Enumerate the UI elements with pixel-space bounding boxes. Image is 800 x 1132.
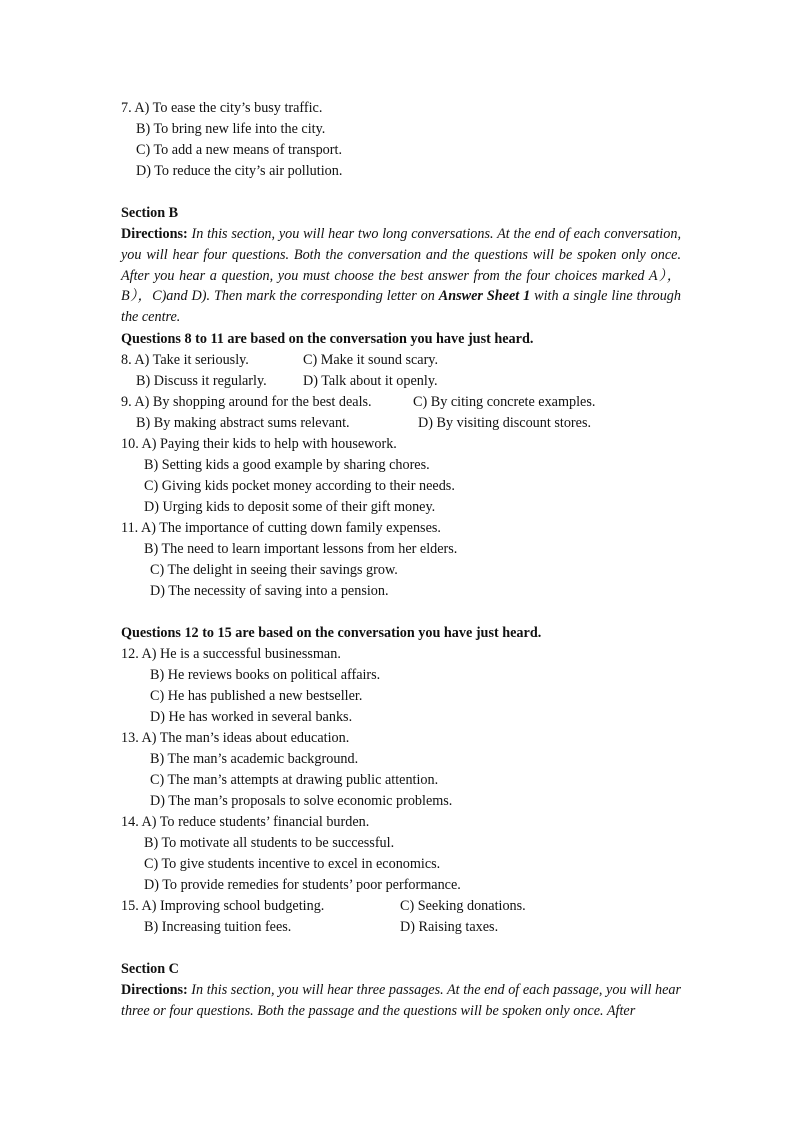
q8-option-b: B) Discuss it regularly. [136,373,267,389]
questions-8-11-heading: Questions 8 to 11 are based on the conversation you have just heard. [121,331,534,347]
q11-option-c: C) The delight in seeing their savings grow. [150,562,398,578]
q8-option-a: 8. A) Take it seriously. [121,352,249,368]
q10-option-d: D) Urging kids to deposit some of their gift money. [144,499,436,515]
q10-option-a: 10. A) Paying their kids to help with housework. [121,436,397,452]
q7-option-c: C) To add a new means of transport. [136,142,342,158]
section-c-directions-label: Directions: [121,982,188,998]
section-c-directions-text: In this section, you will hear three passages. At the end of each passage, you will hear three or four questions. Both the passage and the questions will be spoken only once. After [121,982,681,1019]
q7-option-b: B) To bring new life into the city. [136,121,326,137]
q9-option-b: B) By making abstract sums relevant. [136,415,350,431]
questions-12-15-heading: Questions 12 to 15 are based on the conversation you have just heard. [121,625,542,641]
q10-option-b: B) Setting kids a good example by sharing chores. [144,457,430,473]
q11-option-b: B) The need to learn important lessons from her elders. [144,541,458,557]
section-b-directions-text: In this section, you will hear two long conversations. At the end of each conversation, you will hear four questions. Both the conversation and the questions will be spoken only once. After you hear a question, you must choose the best answer from the four choices marked A），B），C)and D). Then mark the corresponding letter on [121,226,681,305]
section-c-title: Section C [121,961,179,977]
q9-option-c: C) By citing concrete examples. [413,394,596,410]
q8-option-d: D) Talk about it openly. [303,373,438,389]
q15-option-a: 15. A) Improving school budgeting. [121,898,325,914]
q15-option-c: C) Seeking donations. [400,898,526,914]
q9-option-d: D) By visiting discount stores. [418,415,592,431]
section-b-title: Section B [121,205,179,221]
q13-option-a: 13. A) The man’s ideas about education. [121,730,350,746]
q15-option-d: D) Raising taxes. [400,919,499,935]
section-b-directions-text-end: with a single line through the centre. [121,288,681,326]
q15-option-b: B) Increasing tuition fees. [144,919,292,935]
section-b-directions-label: Directions: [121,226,188,242]
q12-option-c: C) He has published a new bestseller. [150,688,363,704]
q14-option-b: B) To motivate all students to be successful. [144,835,395,851]
q12-option-a: 12. A) He is a successful businessman. [121,646,341,662]
q14-option-d: D) To provide remedies for students’ poor performance. [144,877,461,893]
q13-option-d: D) The man’s proposals to solve economic problems. [150,793,453,809]
q12-option-d: D) He has worked in several banks. [150,709,353,725]
q14-option-c: C) To give students incentive to excel in economics. [144,856,441,872]
q10-option-c: C) Giving kids pocket money according to their needs. [144,478,455,494]
section-b-directions [121,224,681,328]
q13-option-b: B) The man’s academic background. [150,751,359,767]
q12-option-b: B) He reviews books on political affairs. [150,667,381,683]
answer-sheet-label: Answer Sheet 1 [438,288,531,305]
q7-option-d: D) To reduce the city’s air pollution. [136,163,343,179]
q11-option-d: D) The necessity of saving into a pension. [150,583,389,599]
q13-option-c: C) The man’s attempts at drawing public attention. [150,772,439,788]
section-c-directions [121,980,681,1022]
q11-option-a: 11. A) The importance of cutting down family expenses. [121,520,441,536]
q14-option-a: 14. A) To reduce students’ financial burden. [121,814,370,830]
q7-option-a: 7. A) To ease the city’s busy traffic. [121,100,323,116]
q9-option-a: 9. A) By shopping around for the best deals. [121,394,372,410]
q8-option-c: C) Make it sound scary. [303,352,439,368]
